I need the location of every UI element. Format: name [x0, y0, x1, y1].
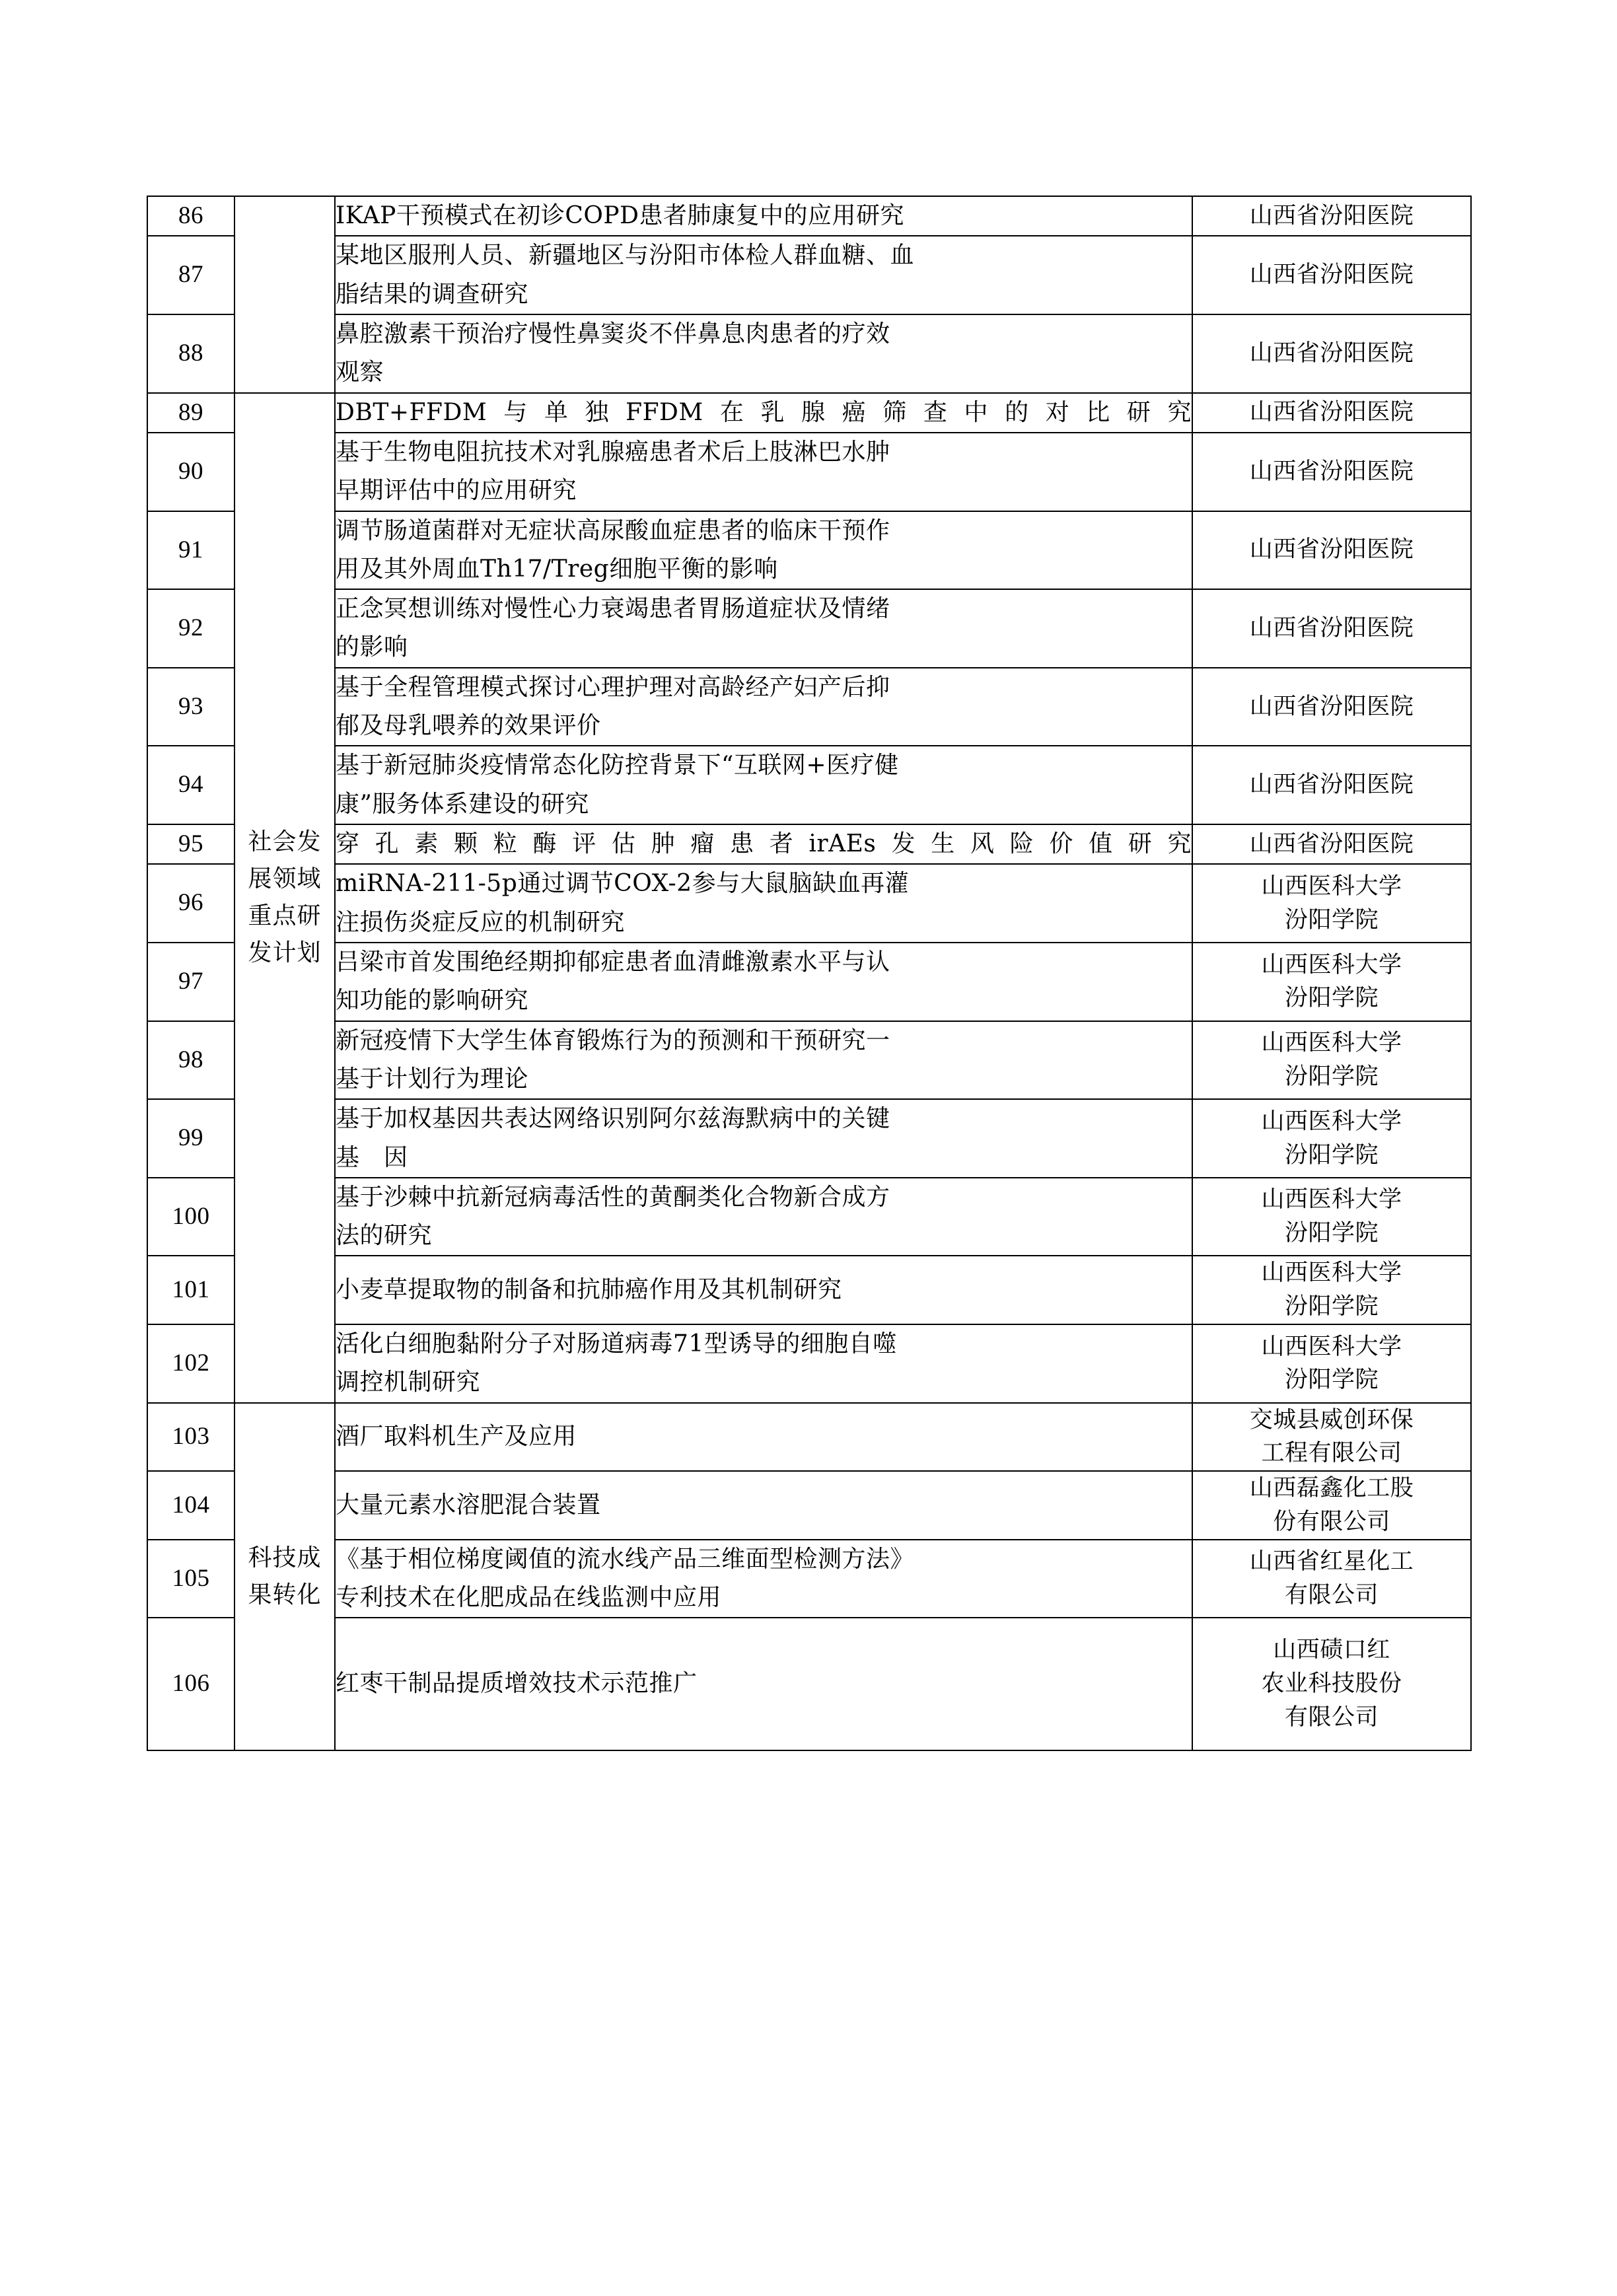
- title-line: 康”服务体系建设的研究: [336, 790, 589, 818]
- title-line: 基于新冠肺炎疫情常态化防控背景下“互联网+医疗健: [336, 752, 899, 779]
- unit-line: 汾阳学院: [1284, 906, 1379, 933]
- project-title: [335, 824, 1192, 864]
- project-unit: [1192, 1021, 1471, 1100]
- project-unit: [1192, 1618, 1471, 1750]
- category-line: 社会发: [248, 828, 322, 856]
- project-unit: [1192, 864, 1471, 943]
- unit-line: 汾阳学院: [1284, 985, 1379, 1012]
- unit-line: 山西医科大学: [1261, 1186, 1402, 1213]
- project-title: [335, 433, 1192, 511]
- project-title: [335, 393, 1192, 433]
- project-unit: [1192, 1178, 1471, 1256]
- project-unit: [1192, 433, 1471, 511]
- table-row: [147, 1540, 1471, 1618]
- project-title: [335, 314, 1192, 393]
- unit-line: 山西医科大学: [1261, 1333, 1402, 1360]
- title-line: 基于全程管理模式探讨心理护理对高龄经产妇产后抑: [336, 673, 890, 701]
- project-title: [335, 1618, 1192, 1750]
- category-line: 重点研: [248, 902, 322, 930]
- project-title: [335, 1021, 1192, 1100]
- title-line: 活化白细胞黏附分子对肠道病毒71型诱导的细胞自噬: [336, 1330, 897, 1357]
- table-row: [147, 1403, 1471, 1472]
- unit-line: 山西省汾阳医院: [1249, 536, 1414, 563]
- title-line: 鼻腔激素干预治疗慢性鼻窦炎不伴鼻息肉患者的疗效: [336, 320, 890, 347]
- title-line: IKAP干预模式在初诊COPD患者肺康复中的应用研究: [336, 202, 905, 229]
- category-line: 展领域: [248, 865, 322, 893]
- project-unit: [1192, 196, 1471, 236]
- project-title: [335, 1540, 1192, 1618]
- unit-line: 有限公司: [1284, 1581, 1379, 1608]
- table-row: [147, 1324, 1471, 1403]
- row-number: 89: [147, 393, 234, 433]
- project-table-container: [147, 196, 1470, 1751]
- row-number: 101: [147, 1256, 234, 1324]
- table-row: [147, 1178, 1471, 1256]
- row-number: 88: [147, 314, 234, 393]
- title-line: 观察: [336, 359, 384, 386]
- category-cell-continuation: [234, 196, 335, 393]
- project-title: [335, 1471, 1192, 1540]
- table-row: [147, 824, 1471, 864]
- unit-line: 交城县威创环保: [1249, 1406, 1414, 1433]
- unit-line: 汾阳学院: [1284, 1220, 1379, 1247]
- project-title: [335, 943, 1192, 1021]
- unit-line: 汾阳学院: [1284, 1367, 1379, 1394]
- project-title: [335, 1099, 1192, 1178]
- project-title: [335, 511, 1192, 590]
- project-unit: [1192, 236, 1471, 314]
- row-number: 95: [147, 824, 234, 864]
- row-number: 102: [147, 1324, 234, 1403]
- unit-line: 山西磊鑫化工股: [1249, 1475, 1414, 1502]
- title-line: 郁及母乳喂养的效果评价: [336, 712, 601, 740]
- unit-line: 山西省汾阳医院: [1249, 202, 1414, 229]
- project-title: [335, 1256, 1192, 1324]
- row-number: 104: [147, 1471, 234, 1540]
- table-row: [147, 1021, 1471, 1100]
- title-line: 小麦草提取物的制备和抗肺癌作用及其机制研究: [336, 1276, 842, 1304]
- title-line: 基于加权基因共表达网络识别阿尔兹海默病中的关键: [336, 1105, 890, 1133]
- title-line: 基 因: [336, 1143, 408, 1171]
- unit-line: 工程有限公司: [1261, 1440, 1402, 1467]
- row-number: 91: [147, 511, 234, 590]
- row-number: 100: [147, 1178, 234, 1256]
- project-table: [147, 196, 1472, 1751]
- project-unit: [1192, 1471, 1471, 1540]
- project-unit: [1192, 314, 1471, 393]
- row-number: 105: [147, 1540, 234, 1618]
- table-row: [147, 746, 1471, 824]
- unit-line: 山西省汾阳医院: [1249, 830, 1414, 857]
- title-line: 穿孔素颗粒酶评估肿瘤患者irAEs发生风险价值研究: [336, 830, 1192, 857]
- category-cell-social-dev: [234, 393, 335, 1403]
- table-row: [147, 943, 1471, 1021]
- title-line: 《基于相位梯度阈值的流水线产品三维面型检测方法》: [336, 1545, 915, 1573]
- row-number: 90: [147, 433, 234, 511]
- title-line: 大量元素水溶肥混合装置: [336, 1491, 601, 1519]
- title-line: 新冠疫情下大学生体育锻炼行为的预测和干预研究一: [336, 1026, 890, 1054]
- table-row: [147, 589, 1471, 668]
- unit-line: 有限公司: [1284, 1704, 1379, 1731]
- title-line: 知功能的影响研究: [336, 987, 529, 1015]
- title-line: 的影响: [336, 633, 408, 661]
- project-title: [335, 1403, 1192, 1472]
- unit-line: 山西医科大学: [1261, 1108, 1402, 1135]
- category-cell-tech-transfer: [234, 1403, 335, 1750]
- project-title: [335, 746, 1192, 824]
- title-line: 基于沙棘中抗新冠病毒活性的黄酮类化合物新合成方: [336, 1183, 890, 1211]
- title-line: miRNA-211-5p通过调节COX-2参与大鼠脑缺血再灌: [336, 870, 910, 898]
- unit-line: 份有限公司: [1273, 1508, 1390, 1535]
- title-line: 脂结果的调查研究: [336, 280, 529, 308]
- unit-line: 山西医科大学: [1261, 1260, 1402, 1287]
- project-title: [335, 864, 1192, 943]
- title-line: 正念冥想训练对慢性心力衰竭患者胃肠道症状及情绪: [336, 595, 890, 623]
- table-row: [147, 1618, 1471, 1750]
- table-row: [147, 314, 1471, 393]
- row-number: 96: [147, 864, 234, 943]
- title-line: 某地区服刑人员、新疆地区与汾阳市体检人群血糖、血: [336, 242, 915, 269]
- project-unit: [1192, 393, 1471, 433]
- table-row: [147, 864, 1471, 943]
- unit-line: 山西省汾阳医院: [1249, 693, 1414, 720]
- row-number: 94: [147, 746, 234, 824]
- title-line: 专利技术在化肥成品在线监测中应用: [336, 1583, 722, 1611]
- unit-line: 山西省汾阳医院: [1249, 458, 1414, 485]
- row-number: 98: [147, 1021, 234, 1100]
- row-number: 106: [147, 1618, 234, 1750]
- project-title: [335, 236, 1192, 314]
- project-title: [335, 1324, 1192, 1403]
- row-number: 86: [147, 196, 234, 236]
- category-line: 科技成: [248, 1544, 322, 1571]
- row-number: 93: [147, 668, 234, 746]
- table-row: [147, 196, 1471, 236]
- project-unit: [1192, 1403, 1471, 1472]
- category-line: 果转化: [248, 1581, 322, 1608]
- project-title: [335, 1178, 1192, 1256]
- title-line: 用及其外周血Th17/Treg细胞平衡的影响: [336, 555, 778, 583]
- table-row: [147, 668, 1471, 746]
- unit-line: 山西医科大学: [1261, 951, 1402, 978]
- table-row: [147, 1256, 1471, 1324]
- unit-line: 山西医科大学: [1261, 873, 1402, 900]
- project-title: [335, 589, 1192, 668]
- unit-line: 山西省汾阳医院: [1249, 399, 1414, 426]
- title-line: 基于计划行为理论: [336, 1065, 529, 1093]
- row-number: 92: [147, 589, 234, 668]
- title-line: 吕梁市首发围绝经期抑郁症患者血清雌激素水平与认: [336, 948, 890, 976]
- project-unit: [1192, 668, 1471, 746]
- unit-line: 山西省红星化工: [1249, 1548, 1414, 1575]
- category-line: 发计划: [248, 939, 322, 966]
- unit-line: 山西省汾阳医院: [1249, 615, 1414, 642]
- unit-line: 山西省汾阳医院: [1249, 340, 1414, 367]
- table-row: [147, 1471, 1471, 1540]
- unit-line: 山西省汾阳医院: [1249, 262, 1414, 289]
- project-title: [335, 668, 1192, 746]
- project-unit: [1192, 1256, 1471, 1324]
- project-unit: [1192, 1324, 1471, 1403]
- table-row: [147, 511, 1471, 590]
- title-line: 注损伤炎症反应的机制研究: [336, 908, 626, 936]
- row-number: 99: [147, 1099, 234, 1178]
- title-line: 调节肠道菌群对无症状高尿酸血症患者的临床干预作: [336, 517, 890, 544]
- table-row: [147, 236, 1471, 314]
- table-row: [147, 1099, 1471, 1178]
- unit-line: 汾阳学院: [1284, 1293, 1379, 1320]
- unit-line: 山西医科大学: [1261, 1030, 1402, 1057]
- unit-line: 山西碛口红: [1273, 1637, 1390, 1664]
- project-unit: [1192, 511, 1471, 590]
- project-unit: [1192, 589, 1471, 668]
- project-table-body: [147, 196, 1471, 1750]
- title-line: 法的研究: [336, 1222, 433, 1250]
- project-unit: [1192, 746, 1471, 824]
- project-unit: [1192, 1540, 1471, 1618]
- table-row: [147, 393, 1471, 433]
- unit-line: 汾阳学院: [1284, 1141, 1379, 1168]
- project-title: [335, 196, 1192, 236]
- project-unit: [1192, 1099, 1471, 1178]
- unit-line: 农业科技股份: [1261, 1670, 1402, 1697]
- project-unit: [1192, 943, 1471, 1021]
- project-unit: [1192, 824, 1471, 864]
- title-line: 调控机制研究: [336, 1369, 481, 1396]
- row-number: 103: [147, 1403, 234, 1472]
- title-line: DBT+FFDM与单独FFDM在乳腺癌筛查中的对比研究: [336, 398, 1192, 426]
- unit-line: 山西省汾阳医院: [1249, 771, 1414, 799]
- title-line: 早期评估中的应用研究: [336, 477, 577, 505]
- title-line: 基于生物电阻抗技术对乳腺癌患者术后上肢淋巴水肿: [336, 438, 890, 466]
- row-number: 87: [147, 236, 234, 314]
- unit-line: 汾阳学院: [1284, 1063, 1379, 1090]
- title-line: 红枣干制品提质增效技术示范推广: [336, 1670, 698, 1698]
- row-number: 97: [147, 943, 234, 1021]
- title-line: 酒厂取料机生产及应用: [336, 1423, 577, 1451]
- table-row: [147, 433, 1471, 511]
